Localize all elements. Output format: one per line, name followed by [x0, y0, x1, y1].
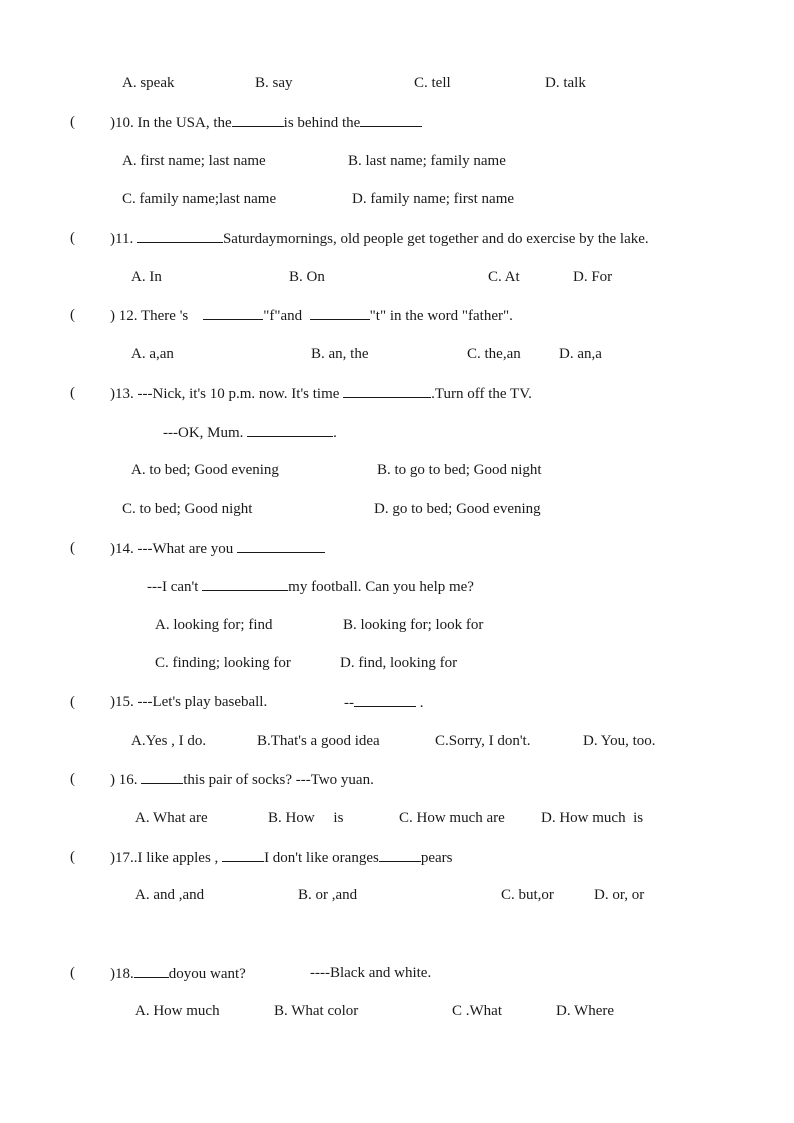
- q15-option-b: B.That's a good idea: [257, 733, 380, 749]
- q11-option-b: B. On: [289, 269, 325, 285]
- q11-answer-paren[interactable]: (: [70, 230, 75, 246]
- q10-option-c: C. family name;last name: [122, 191, 277, 207]
- q17-stem-text: pears: [420, 850, 453, 866]
- q13-reply-text: ---OK, Mum.: [163, 425, 244, 441]
- q18-option-c: C .What: [452, 1003, 502, 1019]
- q14-reply-text: ---I can't: [147, 579, 199, 595]
- q14-option-b: B. looking for; look for: [343, 617, 484, 633]
- q15-reply: [344, 693, 424, 712]
- q16-number: ) 16.: [110, 772, 138, 788]
- q12-number: ) 12. There 's: [110, 308, 189, 324]
- q17-option-c: C. but,or: [501, 887, 554, 903]
- q17-number: )17..I like apples ,: [110, 850, 219, 866]
- q12-option-a: A. a,an: [131, 346, 174, 362]
- q13-option-c: C. to bed; Good night: [122, 501, 253, 517]
- q17-stem: [110, 848, 452, 867]
- q13-reply: [163, 423, 337, 442]
- q10-blank-2[interactable]: [360, 113, 422, 127]
- q16-stem-text: this pair of socks? ---Two yuan.: [183, 772, 374, 788]
- q13-option-b: B. to go to bed; Good night: [377, 462, 542, 478]
- q14-option-c: C. finding; looking for: [155, 655, 291, 671]
- q16-option-d: D. How much is: [541, 810, 644, 826]
- q17-option-b: B. or ,and: [298, 887, 358, 903]
- q17-option-a: A. and ,and: [135, 887, 205, 903]
- q12-option-d: D. an,a: [559, 346, 602, 362]
- q11-option-a: A. In: [131, 269, 162, 285]
- q15-blank[interactable]: [354, 693, 416, 707]
- q17-answer-paren[interactable]: (: [70, 849, 75, 865]
- q12-answer-paren[interactable]: (: [70, 307, 75, 323]
- q9-option-d: D. talk: [545, 75, 586, 91]
- q14-stem: [110, 539, 325, 558]
- q17-option-d: D. or, or: [594, 887, 645, 903]
- q11-option-d: D. For: [573, 269, 613, 285]
- q15-option-d: D. You, too.: [583, 733, 656, 749]
- q18-option-a: A. How much: [135, 1003, 220, 1019]
- q9-option-a: A. speak: [122, 75, 175, 91]
- q15-reply-end: .: [419, 695, 424, 711]
- q9-option-b: B. say: [255, 75, 293, 91]
- q11-option-c: C. At: [488, 269, 520, 285]
- q10-option-b: B. last name; family name: [348, 153, 506, 169]
- q10-stem-text: )10. In the USA, the: [110, 115, 232, 131]
- q14-option-d: D. find, looking for: [340, 655, 458, 671]
- q10-stem: [110, 113, 422, 132]
- q18-stem-text: doyou want?: [168, 966, 246, 982]
- q10-stem-mid: is behind the: [283, 115, 361, 131]
- q16-option-c: C. How much are: [399, 810, 505, 826]
- q16-answer-paren[interactable]: (: [70, 771, 75, 787]
- q17-blank-2[interactable]: [379, 848, 421, 862]
- q14-blank-1[interactable]: [237, 539, 325, 553]
- q14-option-a: A. looking for; find: [155, 617, 273, 633]
- q10-option-d: D. family name; first name: [352, 191, 515, 207]
- q13-number: )13. ---Nick, it's 10 p.m. now. It's time: [110, 386, 340, 402]
- q10-option-a: A. first name; last name: [122, 153, 266, 169]
- q12-stem-mid: "f"and: [263, 308, 303, 324]
- q10-answer-paren[interactable]: (: [70, 114, 75, 130]
- q11-blank[interactable]: [137, 229, 223, 243]
- q14-reply: [147, 577, 474, 596]
- q18-option-d: D. Where: [556, 1003, 615, 1019]
- q12-stem: [110, 306, 513, 325]
- q13-option-a: A. to bed; Good evening: [131, 462, 279, 478]
- q11-stem: [110, 229, 649, 248]
- q15-answer-paren[interactable]: (: [70, 694, 75, 710]
- q12-option-c: C. the,an: [467, 346, 521, 362]
- q17-blank-1[interactable]: [222, 848, 264, 862]
- q13-option-d: D. go to bed; Good evening: [374, 501, 541, 517]
- q11-stem-text: Saturdaymornings, old people get together and do exercise by the lake.: [222, 231, 649, 247]
- q13-stem-text: .Turn off the TV.: [431, 386, 532, 402]
- q16-option-a: A. What are: [135, 810, 208, 826]
- q12-blank-2[interactable]: [310, 306, 370, 320]
- q18-stem: [110, 964, 246, 983]
- q13-blank-2[interactable]: [247, 423, 333, 437]
- q13-answer-paren[interactable]: (: [70, 385, 75, 401]
- q11-number: )11.: [110, 231, 134, 247]
- q14-number: )14. ---What are you: [110, 541, 234, 557]
- q10-blank-1[interactable]: [232, 113, 284, 127]
- q13-stem: [110, 384, 532, 403]
- q18-answer-paren[interactable]: (: [70, 965, 75, 981]
- q16-stem: [110, 770, 374, 789]
- q18-option-b: B. What color: [274, 1003, 359, 1019]
- q14-reply-rest: my football. Can you help me?: [288, 579, 474, 595]
- q17-stem-mid: I don't like oranges: [264, 850, 379, 866]
- q16-option-b: B. How is: [268, 810, 344, 826]
- q15-reply-dash: --: [344, 695, 354, 711]
- q16-blank[interactable]: [141, 770, 183, 784]
- q14-answer-paren[interactable]: (: [70, 540, 75, 556]
- q15-stem: )15. ---Let's play baseball.: [110, 694, 268, 710]
- q9-option-c: C. tell: [414, 75, 451, 91]
- q13-blank-1[interactable]: [343, 384, 431, 398]
- q13-reply-end: .: [333, 425, 337, 441]
- q12-option-b: B. an, the: [311, 346, 369, 362]
- q18-reply: ----Black and white.: [310, 965, 432, 981]
- q12-blank-1[interactable]: [203, 306, 263, 320]
- q14-blank-2[interactable]: [202, 577, 288, 591]
- q18-number: )18.: [110, 966, 134, 982]
- q15-option-a: A.Yes , I do.: [131, 733, 207, 749]
- q12-stem-text: "t" in the word "father".: [369, 308, 513, 324]
- q18-blank[interactable]: [134, 964, 169, 978]
- q15-option-c: C.Sorry, I don't.: [435, 733, 531, 749]
